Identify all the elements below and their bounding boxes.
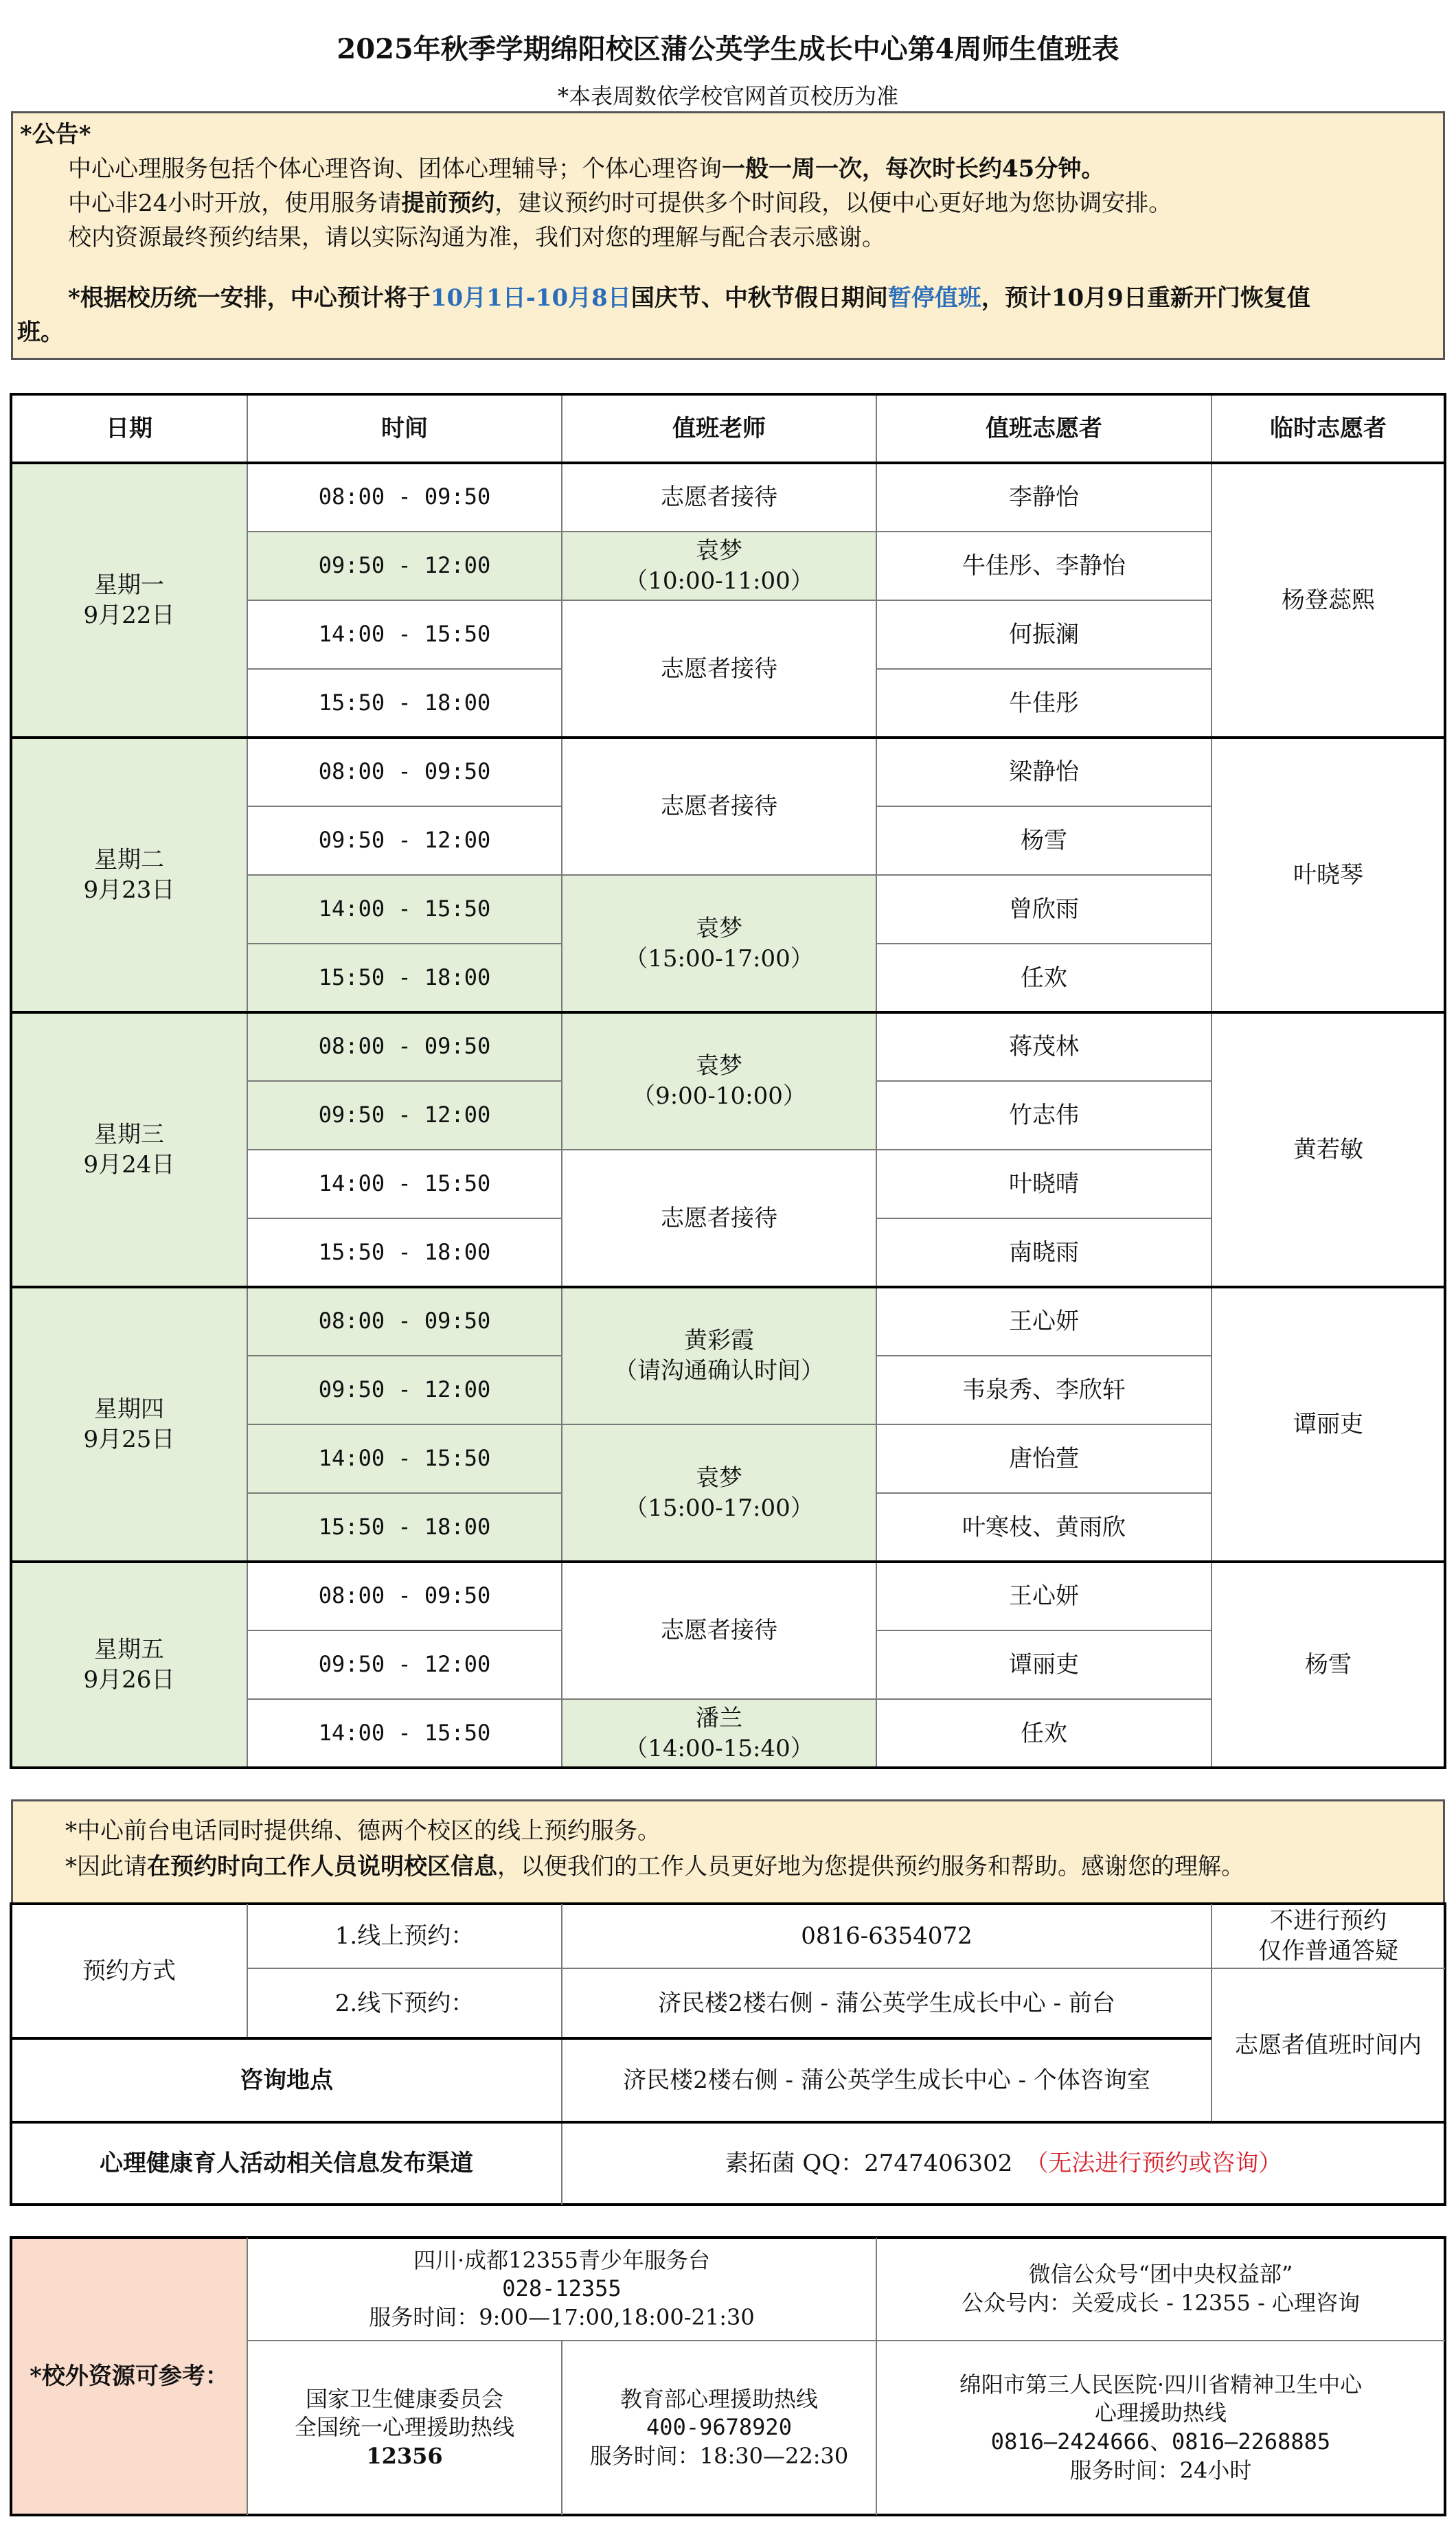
resource-national-hotline: 国家卫生健康委员会 全国统一心理援助热线 12356 [294, 2385, 514, 2469]
time-slot: 08:00 - 09:50 [318, 758, 491, 785]
header-time: 时间 [381, 414, 428, 442]
header-volunteer: 值班志愿者 [986, 414, 1102, 442]
teacher-thu-1: 黄彩霞 （请沟通确认时间） [614, 1326, 824, 1385]
info-channel-value: 素拓菌 QQ：2747406302 （无法进行预约或咨询） [725, 2149, 1282, 2177]
online-booking-phone[interactable]: 0816-6354072 [801, 1922, 972, 1950]
consult-location-value: 济民楼2楼右侧 - 蒲公英学生成长中心 - 个体咨询室 [623, 2066, 1150, 2094]
time-slot: 14:00 - 15:50 [318, 1445, 491, 1472]
resource-wechat-account: 微信公众号“团中央权益部” 公众号内：关爱成长 - 12355 - 心理咨询 [961, 2261, 1361, 2316]
resource-mianyang-hospital: 绵阳市第三人民医院·四川省精神卫生中心 心理援助热线 0816—2424666、0816—2268885 服务时间：24小时 [959, 2371, 1363, 2483]
external-resources-label: *校外资源可参考： [30, 2362, 229, 2390]
time-slot: 14:00 - 15:50 [318, 1170, 491, 1197]
volunteer-cell: 牛佳彤、李静怡 [962, 551, 1126, 580]
resource-education-hotline: 教育部心理援助热线 400-9678920 服务时间：18:30—22:30 [589, 2385, 849, 2469]
temp-volunteer-tue: 叶晓琴 [1293, 861, 1363, 889]
time-slot: 15:50 - 18:00 [318, 690, 491, 716]
offline-booking-location: 济民楼2楼右侧 - 蒲公英学生成长中心 - 前台 [658, 1989, 1115, 2017]
teacher-wed-2: 志愿者接待 [661, 1204, 777, 1232]
volunteer-cell: 叶寒枝、黄雨欣 [962, 1513, 1126, 1541]
volunteer-cell: 韦泉秀、李欣轩 [962, 1376, 1126, 1404]
booking-notice-line-2: *因此请在预约时向工作人员说明校区信息，以便我们的工作人员更好地为您提供预约服务和帮助。感谢您的理解。 [65, 1853, 1244, 1880]
time-slot: 14:00 - 15:50 [318, 896, 491, 922]
header-teacher: 值班老师 [672, 414, 766, 442]
day-thursday: 星期四 9月25日 [83, 1395, 175, 1453]
teacher-fri-2: 潘兰 （14:00-15:40） [624, 1704, 814, 1762]
teacher-tue-1: 志愿者接待 [661, 792, 777, 820]
volunteer-cell: 王心妍 [1009, 1307, 1079, 1335]
time-slot: 09:50 - 12:00 [318, 827, 491, 854]
volunteer-cell: 杨雪 [1021, 826, 1067, 854]
announcement-line-4: *根据校历统一安排，中心预计将于10月1日-10月8日国庆节、中秋节假日期间暂停值班，预计10月9日重新开门恢复值 [68, 284, 1310, 312]
teacher-thu-2: 袁梦 （15:00-17:00） [624, 1464, 814, 1522]
time-slot: 09:50 - 12:00 [318, 1376, 491, 1403]
teacher-tue-2: 袁梦 （15:00-17:00） [624, 914, 814, 972]
teacher-wed-1: 袁梦 （9:00-10:00） [632, 1051, 806, 1110]
day-friday: 星期五 9月26日 [83, 1635, 175, 1694]
page-subtitle: *本表周数依学校官网首页校历为准 [557, 83, 898, 110]
time-slot: 15:50 - 18:00 [318, 1514, 491, 1540]
time-slot: 08:00 - 09:50 [318, 1582, 491, 1609]
teacher-mon-3: 志愿者接待 [661, 655, 777, 683]
temp-volunteer-mon: 杨登蕊熙 [1282, 586, 1375, 614]
temp-volunteer-thu: 谭丽吏 [1293, 1410, 1363, 1438]
temp-volunteer-wed: 黄若敏 [1293, 1135, 1363, 1163]
offline-booking-label: 2.线下预约： [334, 1989, 475, 2017]
day-tuesday: 星期二 9月23日 [83, 845, 175, 904]
volunteer-cell: 李静怡 [1009, 483, 1079, 511]
day-monday: 星期一 9月22日 [83, 571, 175, 629]
time-slot: 09:50 - 12:00 [318, 1102, 491, 1128]
time-slot: 08:00 - 09:50 [318, 483, 491, 510]
time-slot: 15:50 - 18:00 [318, 964, 491, 991]
volunteer-cell: 牛佳彤 [1009, 689, 1079, 717]
volunteer-cell: 梁静怡 [1009, 758, 1079, 786]
announcement-line-5: 班。 [17, 319, 64, 346]
header-date: 日期 [106, 414, 152, 442]
announcement-line-2: 中心非24小时开放，使用服务请提前预约，建议预约时可提供多个时间段，以便中心更好地为您协调安排。 [68, 190, 1172, 217]
temp-volunteer-fri: 杨雪 [1305, 1650, 1352, 1679]
time-slot: 09:50 - 12:00 [318, 1651, 491, 1678]
header-temp-volunteer: 临时志愿者 [1270, 414, 1387, 442]
announcement-heading: *公告* [20, 121, 91, 148]
offline-booking-note: 志愿者值班时间内 [1235, 2031, 1422, 2059]
booking-notice-line-1: *中心前台电话同时提供绵、德两个校区的线上预约服务。 [65, 1817, 661, 1845]
booking-method-label: 预约方式 [82, 1957, 176, 1985]
announcement-box [11, 111, 1445, 360]
volunteer-cell: 曾欣雨 [1009, 895, 1079, 923]
info-channel-label: 心理健康育人活动相关信息发布渠道 [100, 2149, 473, 2177]
volunteer-cell: 南晓雨 [1009, 1238, 1079, 1266]
teacher-mon-2: 袁梦 （10:00-11:00） [624, 536, 814, 595]
time-slot: 08:00 - 09:50 [318, 1033, 491, 1060]
teacher-fri-1: 志愿者接待 [661, 1616, 777, 1644]
booking-notice-box [11, 1799, 1445, 1904]
online-booking-label: 1.线上预约： [334, 1922, 475, 1950]
consult-location-label: 咨询地点 [240, 2066, 333, 2094]
teacher-mon-1: 志愿者接待 [661, 483, 777, 511]
volunteer-cell: 竹志伟 [1009, 1101, 1079, 1129]
volunteer-cell: 唐怡萱 [1009, 1444, 1079, 1472]
time-slot: 15:50 - 18:00 [318, 1239, 491, 1266]
announcement-line-1: 中心心理服务包括个体心理咨询、团体心理辅导；个体心理咨询一般一周一次，每次时长约45分钟。 [68, 155, 1105, 183]
volunteer-cell: 谭丽吏 [1009, 1650, 1079, 1679]
resource-chengdu-12355: 四川·成都12355青少年服务台 028-12355 服务时间：9:00—17:00,18:00-21:30 [369, 2246, 755, 2330]
volunteer-cell: 蒋茂林 [1009, 1032, 1079, 1060]
time-slot: 09:50 - 12:00 [318, 552, 491, 579]
volunteer-cell: 王心妍 [1009, 1582, 1079, 1610]
time-slot: 14:00 - 15:50 [318, 621, 491, 648]
announcement-line-3: 校内资源最终预约结果，请以实际沟通为准，我们对您的理解与配合表示感谢。 [68, 224, 885, 251]
volunteer-cell: 何振澜 [1009, 620, 1079, 648]
day-wednesday: 星期三 9月24日 [83, 1120, 175, 1179]
time-slot: 08:00 - 09:50 [318, 1308, 491, 1334]
online-booking-note: 不进行预约 仅作普通答疑 [1258, 1907, 1398, 1965]
volunteer-cell: 任欢 [1021, 1719, 1067, 1747]
time-slot: 14:00 - 15:50 [318, 1720, 491, 1746]
volunteer-cell: 任欢 [1021, 964, 1067, 992]
page-title: 2025年秋季学期绵阳校区蒲公英学生成长中心第4周师生值班表 [337, 33, 1119, 65]
volunteer-cell: 叶晓晴 [1009, 1170, 1079, 1198]
